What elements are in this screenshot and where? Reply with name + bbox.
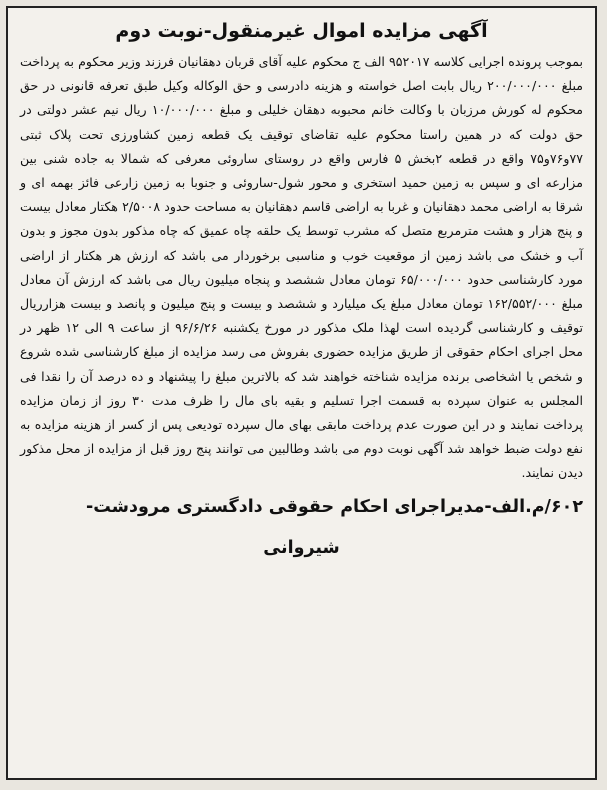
notice-title: آگهی مزایده اموال غیرمنقول-نوبت دوم bbox=[115, 20, 488, 42]
auction-notice bbox=[6, 6, 597, 780]
notice-body: بموجب پرونده اجرایی کلاسه ۹۵۲۰۱۷ الف ج محکوم علیه آقای قربان دهقانیان فرزند وزیر محکوم به پرداخت مبلغ ۲۰۰/۰۰۰/۰۰۰ ریال بابت اصل خواسته و هزینه دادرسی و حق الوکاله وکیل طبق تعرفه قانونی در حق محکوم له کورش مرزبان با وکالت خانم محبوبه دهقان خلیلی و مبلغ ۱۰/۰۰۰/۰۰۰ ریال نیم عشر دولتی در حق دولت که در همین راستا محکوم علیه تقاضای توقیف یک قطعه زمین کشاورزی تحت پلاک ثبتی ۷۷و۷۶و۷۵ واقع در قطعه ۲بخش ۵ فارس واقع در روستای ساروئی معرفی که شمالا به جاده شنی بین مزارعه ای و سپس به زمین حمید استخری و محور شول-ساروئی و جنوبا به زمین زارعی فائز بهمه ای و شرقا به اراضی محمد دهقانیان و غربا به اراضی قاسم دهقانیان به مساحت حدود ۲/۵۰۰۸ هکتار معادل بیست و پنج هزار و هشت مترمربع متصل که مشرب توسط یک حلقه چاه عمیق که چاه مذکور بدون مجوز و بدون آب و خشک می باشد زمین از موقعیت خوب و مناسبی برخوردار می باشد که ارزش هر هکتار از اراضی مورد کارشناسی حدود ۶۵/۰۰۰/۰۰۰ تومان معادل ششصد و پنجاه میلیون ریال می باشد که ارزش آن معادل مبلغ ۱۶۲/۵۵۲/۰۰۰ تومان معادل مبلغ یک میلیارد و ششصد و بیست و پنج میلیون و پانصد و بیست هزارریال توقیف و کارشناسی گردیده است لهذا ملک مذکور در مورخ یکشنبه ۹۶/۶/۲۶ از ساعت ۹ الی ۱۲ ظهر در محل اجرای احکام حقوقی از طریق مزایده حضوری بفروش می رسد مزایده از مبلغ کارشناسی شده شروع و شخص یا اشخاصی برنده مزایده شناخته خواهند شد که بالاترین مبلغ را پیشنهاد و ده درصد آن را نقدا فی المجلس به عنوان سپرده به قسمت اجرا تسلیم و بقیه بای مال را ظرف مدت ۳۰ روز از زمان مزایده پرداخت نمایند و در این صورت عدم پرداخت مابقی بهای مال سپرده تودیعی پس از کسر از هزینه مزایده به نفع دولت ضبط خواهد شد آگهی نوبت دوم می باشد وطالبین می توانند پنج روز قبل از مزایده از محل مذکور دیدن نمایند. bbox=[20, 54, 584, 481]
notice-signature-name: شیروانی bbox=[263, 537, 340, 558]
notice-signature: ۶۰۲/م.الف-مدیراجرای احکام حقوقی دادگستری مرودشت- bbox=[85, 496, 583, 517]
